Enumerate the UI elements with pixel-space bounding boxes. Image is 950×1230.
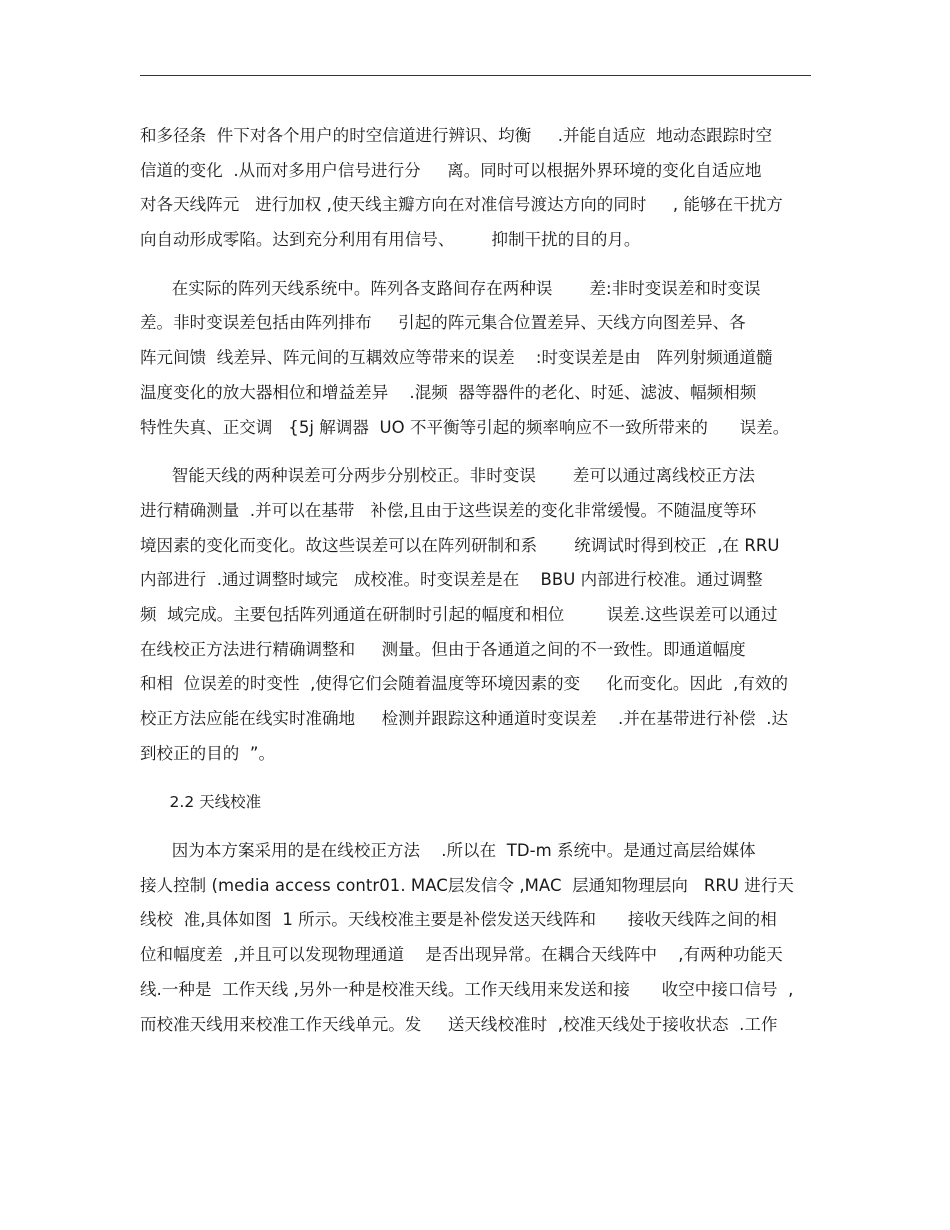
text-line: 在实际的阵列天线系统中。阵列各支路间存在两种误 差:非时变误差和时变误 [140,278,761,298]
text-line: 和相 位误差的时变性 ,使得它们会随着温度等环境因素的变 化而变化。因此 ,有效的 [140,674,789,694]
document-body [140,119,820,1056]
text-line: 智能天线的两种误差可分两步分别校正。非时变误 差可以通过离线校正方法 [140,466,755,486]
text-line: 在线校正方法进行精确调整和 测量。但由于各通道之间的不一致性。即通道幅度 [140,639,746,659]
text-line: 位和幅度差 ,并且可以发现物理通道 是否出现异常。在耦合天线阵中 ,有两种功能天 [140,945,783,965]
paragraph-2 [140,272,820,445]
text-line: 进行精确测量 .并可以在基带 补偿,且由于这些误差的变化非常缓慢。不随温度等环 [140,500,757,520]
text-line: 境因素的变化而变化。故这些误差可以在阵列研制和系 统调试时得到校正 ,在 RRU [140,535,780,555]
text-line: 阵元间馈 线差异、阵元间的互耦效应等带来的误差 :时变误差是由 阵列射频通道髓 [140,348,773,368]
text-line: 线校 准,具体如图 1 所示。天线校准主要是补偿发送天线阵和 接收天线阵之间的相 [140,910,777,930]
section-heading: 2.2 天线校准 [140,793,262,812]
header-rule [140,75,811,76]
text-line: 频 域完成。主要包括阵列通道在研制时引起的幅度和相位 误差.这些误差可以通过 [140,604,778,624]
text-line: 线.一种是 工作天线 ,另外一种是校准天线。工作天线用来发送和接 收空中接口信号 , [140,979,794,999]
text-line: 信道的变化 .从而对多用户信号进行分 离。同时可以根据外界环境的变化自适应地 [140,160,762,180]
text-line: 特性失真、正交调 {5j 解调器 UO 不平衡等引起的频率响应不一致所带来的 误差。 [140,417,790,437]
text-line: 向自动形成零陷。达到充分利用有用信号、 抑制干扰的目的月。 [140,230,641,250]
text-line: 差。非时变误差包括由阵列排布 引起的阵元集合位置差异、天线方向图差异、各 [140,313,746,333]
text-line: 校正方法应能在线实时准确地 检测并跟踪这种通道时变误差 .并在基带进行补偿 .达 [140,709,789,728]
text-line: 对各天线阵元 进行加权 ,使天线主瓣方向在对准信号渡达方向的同时 , 能够在干扰方 [140,195,783,215]
paragraph-1 [140,119,820,258]
text-line: 和多径条 件下对各个用户的时空信道进行辨识、均衡 .并能自适应 地动态跟踪时空 [140,126,773,145]
text-line: 到校正的目的 ”。 [140,743,276,763]
paragraph-3 [140,459,820,771]
text-line: 接人控制 (media access contr01. MAC层发信令 ,MAC 层通知物理层向 RRU 进行天 [140,875,794,895]
text-line: 温度变化的放大器相位和增益差异 .混频 器等器件的老化、时延、滤波、幅频相频 [140,382,757,402]
text-line: 内部进行 .通过调整时域完 成校准。时变误差是在 BBU 内部进行校准。通过调整 [140,570,763,590]
paragraph-4 [140,834,820,1042]
text-line: 而校准天线用来校准工作天线单元。发 送天线校准时 ,校准天线处于接收状态 .工作 [140,1014,778,1034]
text-line: 因为本方案采用的是在线校正方法 .所以在 TD-m 系统中。是通过高层给媒体 [140,841,756,861]
